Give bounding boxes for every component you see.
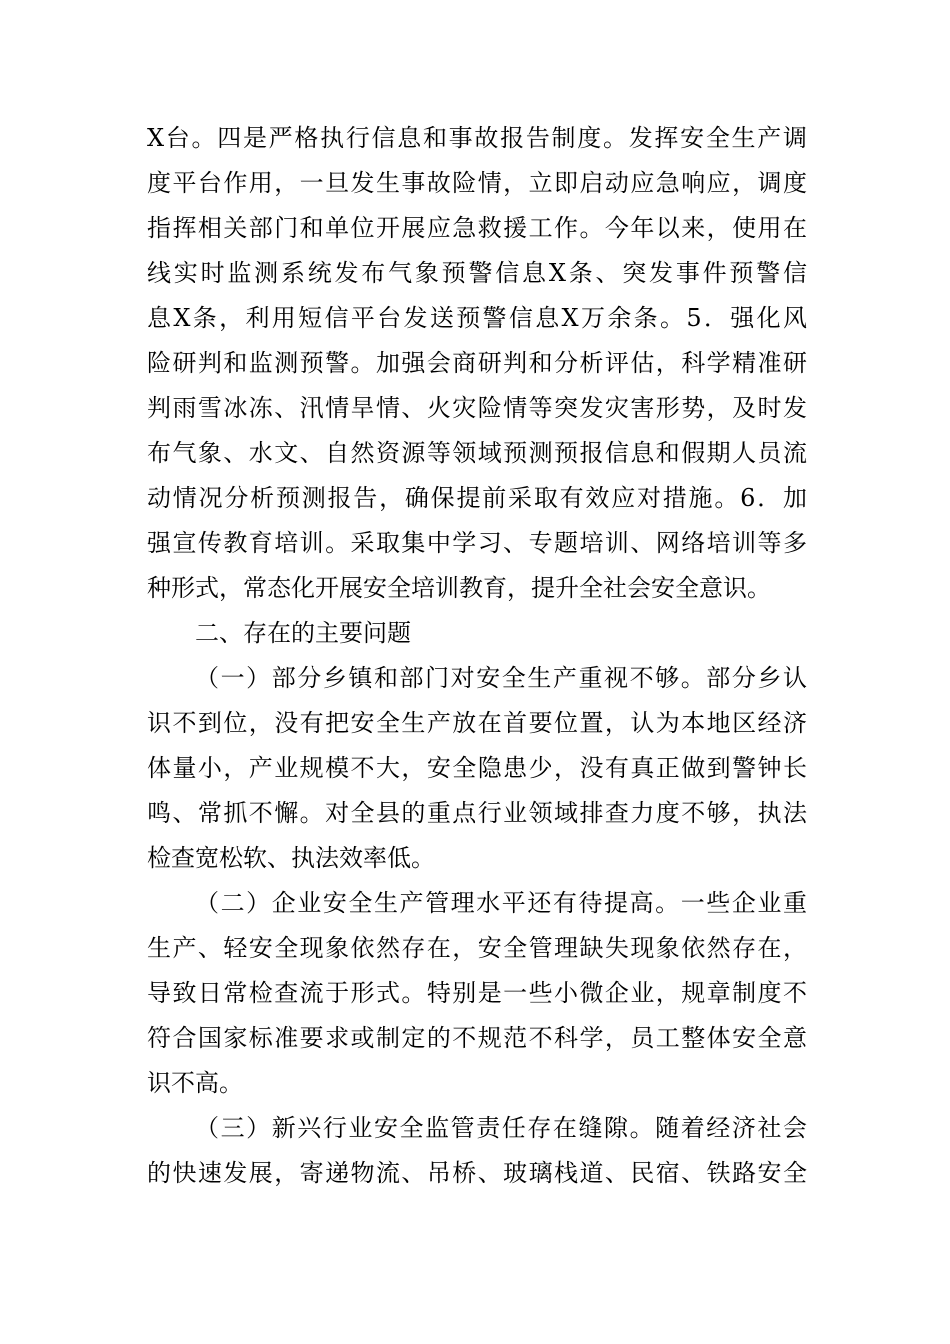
- paragraph-line: X台。四是严格执行信息和事故报告制度。发挥安全生产调: [147, 124, 807, 152]
- paragraph-line: （一）部分乡镇和部门对安全生产重视不够。部分乡认: [195, 664, 807, 692]
- paragraph-line: 体量小，产业规模不大，安全隐患少，没有真正做到警钟长: [147, 754, 807, 782]
- paragraph-line: 判雨雪冰冻、汛情旱情、火灾险情等突发灾害形势，及时发: [147, 394, 807, 422]
- paragraph-line: 动情况分析预测报告，确保提前采取有效应对措施。6．加: [147, 484, 807, 512]
- paragraph-line: 的快速发展，寄递物流、吊桥、玻璃栈道、民宿、铁路安全: [147, 1159, 807, 1187]
- paragraph-line: 息X条，利用短信平台发送预警信息X万余条。5．强化风: [147, 304, 807, 332]
- paragraph-line: 指挥相关部门和单位开展应急救援工作。今年以来，使用在: [147, 214, 807, 242]
- paragraph-line: 布气象、水文、自然资源等领域预测预报信息和假期人员流: [147, 439, 807, 467]
- paragraph-line: 检查宽松软、执法效率低。: [147, 844, 435, 872]
- paragraph-line: 导致日常检查流于形式。特别是一些小微企业，规章制度不: [147, 979, 807, 1007]
- paragraph-line: 符合国家标准要求或制定的不规范不科学，员工整体安全意: [147, 1024, 807, 1052]
- paragraph-line: 生产、轻安全现象依然存在，安全管理缺失现象依然存在，: [147, 934, 807, 962]
- paragraph-line: （三）新兴行业安全监管责任存在缝隙。随着经济社会: [195, 1114, 807, 1142]
- paragraph-line: 险研判和监测预警。加强会商研判和分析评估，科学精准研: [147, 349, 807, 377]
- paragraph-line: 种形式，常态化开展安全培训教育，提升全社会安全意识。: [147, 574, 771, 602]
- paragraph-line: 识不到位，没有把安全生产放在首要位置，认为本地区经济: [147, 709, 807, 737]
- section-heading: 二、存在的主要问题: [195, 619, 411, 647]
- paragraph-line: 度平台作用，一旦发生事故险情，立即启动应急响应，调度: [147, 169, 807, 197]
- paragraph-line: 强宣传教育培训。采取集中学习、专题培训、网络培训等多: [147, 529, 807, 557]
- paragraph-line: 线实时监测系统发布气象预警信息X条、突发事件预警信: [147, 259, 807, 287]
- paragraph-line: （二）企业安全生产管理水平还有待提高。一些企业重: [195, 889, 807, 917]
- paragraph-line: 鸣、常抓不懈。对全县的重点行业领域排查力度不够，执法: [147, 799, 807, 827]
- paragraph-line: 识不高。: [147, 1069, 243, 1097]
